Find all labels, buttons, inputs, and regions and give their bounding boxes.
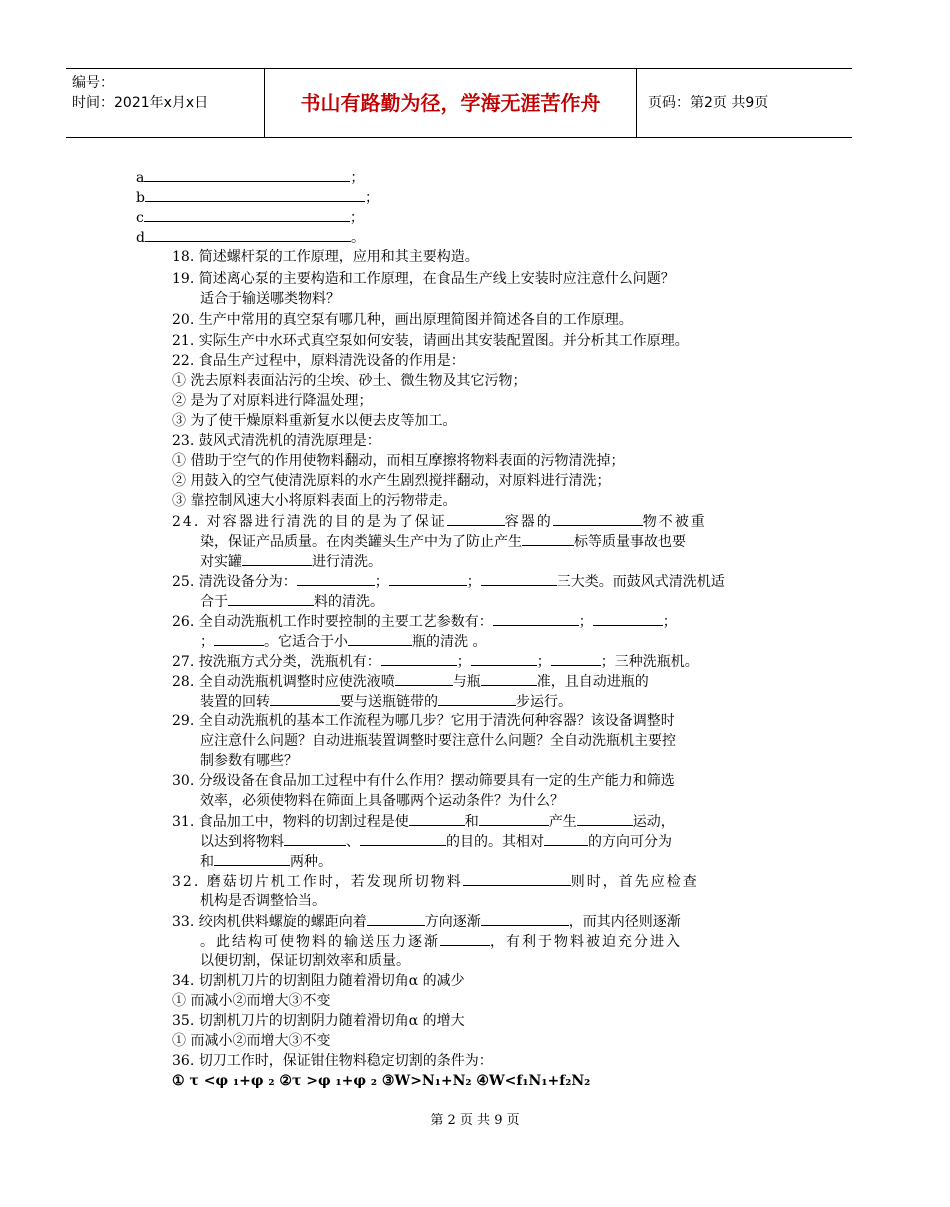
answer-blank <box>360 831 446 846</box>
option: ① τ <φ ₁+φ ₂ ②τ >φ ₁+φ ₂ ③W>N₁+N₂ ④W<f₁N₁+f₂N₂ <box>172 1073 591 1089</box>
option: ① 而减小②而增大③不变 <box>172 1033 331 1049</box>
answer-blank <box>270 691 340 706</box>
question-26 <box>172 611 677 632</box>
question-24-cont <box>200 531 686 552</box>
item-text: 步运行。 <box>516 694 572 710</box>
item-text: 31. 食品加工中，物料的切割过程是使 <box>172 814 409 830</box>
answer-blank <box>297 571 375 586</box>
question-25 <box>172 571 725 592</box>
answer-blank <box>544 831 588 846</box>
question-29-cont: 制参数有哪些？ <box>200 753 298 769</box>
question-28 <box>172 671 649 692</box>
item-label: a <box>136 170 145 186</box>
item-label: b <box>136 190 145 206</box>
answer-blank <box>214 631 264 646</box>
item-label: c <box>136 210 144 226</box>
question-33-cont <box>200 931 682 952</box>
item-text: 的方向可分为 <box>588 834 672 850</box>
item-text: 容器的 <box>504 514 553 530</box>
question-24 <box>172 511 707 532</box>
question-27 <box>172 651 699 672</box>
item-text: ； <box>200 634 214 650</box>
question-26-cont <box>200 631 486 652</box>
question-25-cont <box>200 591 384 612</box>
answer-blank <box>481 571 557 586</box>
question-19-cont: 适合于输送哪类物料？ <box>200 291 340 307</box>
item-text: ； <box>662 614 677 630</box>
question-18: 18. 简述螺杆泵的工作原理，应用和其主要构造。 <box>172 249 479 265</box>
answer-blank <box>145 187 365 202</box>
answer-blank <box>145 227 351 242</box>
page-footer: 第 2 页 共 9 页 <box>430 1113 520 1128</box>
answer-blank <box>409 811 465 826</box>
header-page-label: 页码：第2页 共9页 <box>648 95 769 111</box>
question-31 <box>172 811 675 832</box>
item-text: ； <box>350 170 365 186</box>
answer-blank <box>577 811 633 826</box>
question-20: 20. 生产中常用的真空泵有哪几种，画出原理简图并简述各自的工作原理。 <box>172 312 633 328</box>
question-28-cont <box>200 691 572 712</box>
answer-blank <box>144 207 350 222</box>
item-text: ；三种洗瓶机。 <box>600 654 699 670</box>
item-text: 装置的回转 <box>200 694 270 710</box>
answer-blank <box>493 611 579 626</box>
answer-blank <box>389 571 467 586</box>
item-text: 染，保证产品质量。在肉类罐头生产中为了防止产生 <box>200 534 522 550</box>
item-text: 产生 <box>548 814 577 830</box>
number-label: 编号： <box>72 75 114 91</box>
item-text: 28. 全自动洗瓶机调整时应使洗液喷 <box>172 674 395 690</box>
question-33-cont: 以便切割，保证切割效率和质量。 <box>200 953 410 969</box>
item-text: 33. 绞肉机供料螺旋的螺距向着 <box>172 914 367 930</box>
header-meta <box>66 69 264 137</box>
item-text: 运动， <box>632 814 675 830</box>
list-item <box>136 187 379 208</box>
option: ① 洗去原料表面沾污的尘埃、砂土、微生物及其它污物； <box>172 373 527 389</box>
answer-blank <box>522 531 574 546</box>
item-text: 物不被重 <box>642 514 707 530</box>
question-33 <box>172 911 681 932</box>
question-30: 30. 分级设备在食品加工过程中有什么作用？摆动筛要具有一定的生产能力和筛选 <box>172 773 675 789</box>
item-text: ； <box>364 190 379 206</box>
option: ③ 靠控制风速大小将原料表面上的污物带走。 <box>172 493 457 509</box>
question-34: 34. 切割机刀片的切割阻力随着滑切角α 的减少 <box>172 973 465 989</box>
item-text: ，而其内径则逐渐 <box>568 914 681 930</box>
option: ③ 为了使干燥原料重新复水以便去皮等加工。 <box>172 413 457 429</box>
item-text: ； <box>456 654 471 670</box>
answer-blank <box>481 671 537 686</box>
answer-blank <box>214 851 290 866</box>
question-32-cont: 机构是否调整恰当。 <box>200 893 326 909</box>
item-text: 26. 全自动洗瓶机工作时要控制的主要工艺参数有： <box>172 614 493 630</box>
list-item <box>136 207 364 228</box>
answer-blank <box>242 551 312 566</box>
answer-blank <box>228 591 314 606</box>
item-label: d <box>136 230 145 246</box>
item-text: 瓶的清洗 。 <box>412 634 487 650</box>
answer-blank <box>440 931 490 946</box>
question-19: 19. 简述离心泵的主要构造和工作原理，在食品生产线上安装时应注意什么问题？ <box>172 271 675 287</box>
answer-blank <box>367 911 425 926</box>
item-text: 对实罐 <box>200 554 242 570</box>
item-text: 和 <box>464 814 479 830</box>
item-text: 和 <box>200 854 214 870</box>
answer-blank <box>438 691 516 706</box>
list-item <box>136 167 364 188</box>
item-text: 以达到将物料 <box>200 834 284 850</box>
header-divider <box>636 69 637 137</box>
item-text: ，有利于物料被迫充分进入 <box>490 934 682 950</box>
item-text: 标等质量事故也要 <box>574 534 686 550</box>
answer-blank <box>284 831 346 846</box>
answer-blank <box>551 651 601 666</box>
item-text: 32. 磨菇切片机工作时，若发现所切物料 <box>172 874 463 890</box>
item-text: 三大类。而鼓风式清洗机适 <box>556 574 725 590</box>
item-text: 。它适合于小 <box>264 634 348 650</box>
item-text: 合于 <box>200 594 228 610</box>
item-text: ； <box>374 574 389 590</box>
item-text: 与瓶 <box>452 674 481 690</box>
answer-blank <box>479 811 549 826</box>
item-text: 进行清洗。 <box>312 554 382 570</box>
answer-blank <box>447 511 505 526</box>
item-text: ； <box>466 574 481 590</box>
question-32 <box>172 871 699 892</box>
answer-blank <box>348 631 412 646</box>
question-29: 29. 全自动洗瓶机的基本工作流程为哪几步？它用于清洗何种容器？该设备调整时 <box>172 713 675 729</box>
item-text: 准，且自动进瓶的 <box>536 674 649 690</box>
answer-blank <box>381 651 457 666</box>
answer-blank <box>553 511 643 526</box>
page-header <box>66 68 852 138</box>
answer-blank <box>593 611 663 626</box>
item-text: 要与送瓶链带的 <box>340 694 438 710</box>
item-text: ； <box>536 654 551 670</box>
question-31-cont <box>200 851 332 872</box>
question-30-cont: 效率，必须使物料在筛面上具备哪两个运动条件？为什么？ <box>200 793 564 809</box>
option: ② 用鼓入的空气使清洗原料的水产生剧烈搅拌翻动，对原料进行清洗； <box>172 473 611 489</box>
header-motto: 书山有路勤为径，学海无涯苦作舟 <box>300 91 601 115</box>
question-36: 36. 切刀工作时，保证钳住物料稳定切割的条件为： <box>172 1053 493 1069</box>
item-text: 。 <box>350 230 365 246</box>
question-22: 22. 食品生产过程中，原料清洗设备的作用是： <box>172 353 465 369</box>
item-text: 两种。 <box>290 854 332 870</box>
answer-blank <box>144 167 350 182</box>
list-item <box>136 227 365 248</box>
answer-blank <box>471 651 537 666</box>
item-text: 、 <box>346 834 360 850</box>
option: ② 是为了对原料进行降温处理； <box>172 393 373 409</box>
option: ① 借助于空气的作用使物料翻动，而相互摩擦将物料表面的污物清洗掉； <box>172 453 625 469</box>
question-29-cont: 应注意什么问题？自动进瓶装置调整时要注意什么问题？全自动洗瓶机主要控 <box>200 733 676 749</box>
option: ① 而减小②而增大③不变 <box>172 993 331 1009</box>
item-text: 方向逐渐 <box>424 914 481 930</box>
item-text: 24. 对容器进行清洗的目的是为了保证 <box>172 514 447 530</box>
answer-blank <box>395 671 453 686</box>
answer-blank <box>481 911 569 926</box>
time-label: 时间：2021年x月x日 <box>72 95 209 111</box>
question-35: 35. 切割机刀片的切割阴力随着滑切角α 的增大 <box>172 1013 465 1029</box>
question-21: 21. 实际生产中水环式真空泵如何安装，请画出其安装配置图。并分析其工作原理。 <box>172 333 689 349</box>
item-text: 27. 按洗瓶方式分类，洗瓶机有： <box>172 654 381 670</box>
item-text: ； <box>349 210 364 226</box>
item-text: 料的清洗。 <box>314 594 384 610</box>
item-text: 25. 清洗设备分为： <box>172 574 297 590</box>
item-text: ； <box>578 614 593 630</box>
question-23: 23. 鼓风式清洗机的清洗原理是： <box>172 433 381 449</box>
question-24-cont <box>200 551 382 572</box>
item-text: 的目的。其相对 <box>446 834 544 850</box>
item-text: 则时，首先应检查 <box>570 874 699 890</box>
question-31-cont <box>200 831 672 852</box>
answer-blank <box>463 871 571 886</box>
item-text: 。此结构可使物料的输送压力逐渐 <box>200 934 440 950</box>
